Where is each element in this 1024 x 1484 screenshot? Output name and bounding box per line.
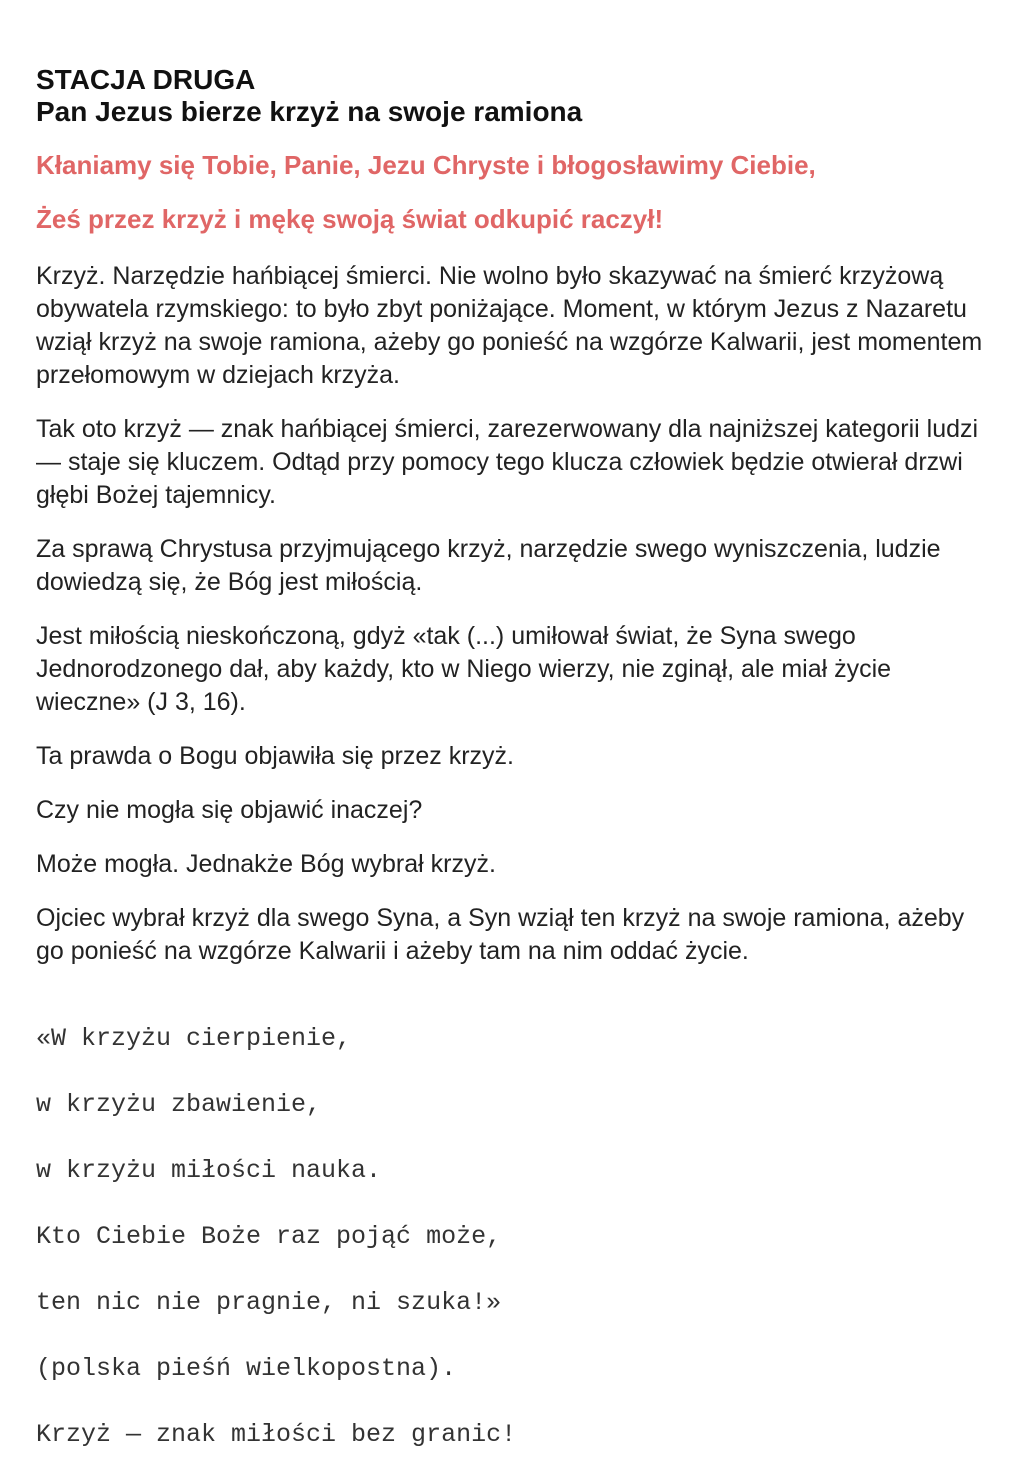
- meditation-paragraph: Tak oto krzyż — znak hańbiącej śmierci, zarezerwowany dla najniższej kategorii ludzi — staje się kluczem. Odtąd przy pomocy tego klucza człowiek będzie otwierał drzwi głębi Bożej tajemnicy.: [36, 415, 979, 509]
- hymn-line: ten nic nie pragnie, ni szuka!»: [36, 1288, 502, 1317]
- meditation-paragraph: Ta prawda o Bogu objawiła się przez krzyż.: [36, 742, 515, 770]
- station-title: STACJA DRUGA: [36, 64, 256, 95]
- document-page: [36, 64, 996, 1484]
- hymn-line: «W krzyżu cierpienie,: [36, 1024, 352, 1053]
- meditation-paragraph: Może mogła. Jednakże Bóg wybrał krzyż.: [36, 850, 496, 878]
- invocation-line-1: Kłaniamy się Tobie, Panie, Jezu Chryste i błogosławimy Ciebie,: [36, 150, 816, 180]
- hymn-line: Kto Ciebie Boże raz pojąć może,: [36, 1222, 502, 1251]
- hymn-line: w krzyżu zbawienie,: [36, 1090, 322, 1119]
- meditation-paragraph: Krzyż. Narzędzie hańbiącej śmierci. Nie wolno było skazywać na śmierć krzyżową obywatela rzymskiego: to było zbyt poniżające. Moment, w którym Jezus z Nazaretu wziął krzyż na swoje ramiona, ażeby go ponieść na wzgórze Kalwarii, jest momentem przełomowym w dziejach krzyża.: [36, 262, 983, 389]
- meditation-paragraph: Jest miłością nieskończoną, gdyż «tak (...) umiłował świat, że Syna swego Jednorodzonego dał, aby każdy, kto w Niego wierzy, nie zginął, ale miał życie wieczne» (J 3, 16).: [36, 622, 892, 716]
- hymn-quote: [36, 989, 996, 1484]
- meditation-paragraph: Czy nie mogła się objawić inaczej?: [36, 796, 423, 824]
- station-subtitle: Pan Jezus bierze krzyż na swoje ramiona: [36, 96, 583, 127]
- meditation-paragraph: Ojciec wybrał krzyż dla swego Syna, a Syn wziął ten krzyż na swoje ramiona, ażeby go ponieść na wzgórze Kalwarii i ażeby tam na nim oddać życie.: [36, 904, 965, 965]
- hymn-line: w krzyżu miłości nauka.: [36, 1156, 382, 1185]
- closing-line: Krzyż — znak miłości bez granic!: [36, 1420, 517, 1449]
- meditation-paragraph: Za sprawą Chrystusa przyjmującego krzyż, narzędzie swego wyniszczenia, ludzie dowiedzą się, że Bóg jest miłością.: [36, 535, 941, 596]
- invocation-line-2: Żeś przez krzyż i mękę swoją świat odkupić raczył!: [36, 204, 664, 234]
- hymn-source: (polska pieśń wielkopostna).: [36, 1354, 457, 1383]
